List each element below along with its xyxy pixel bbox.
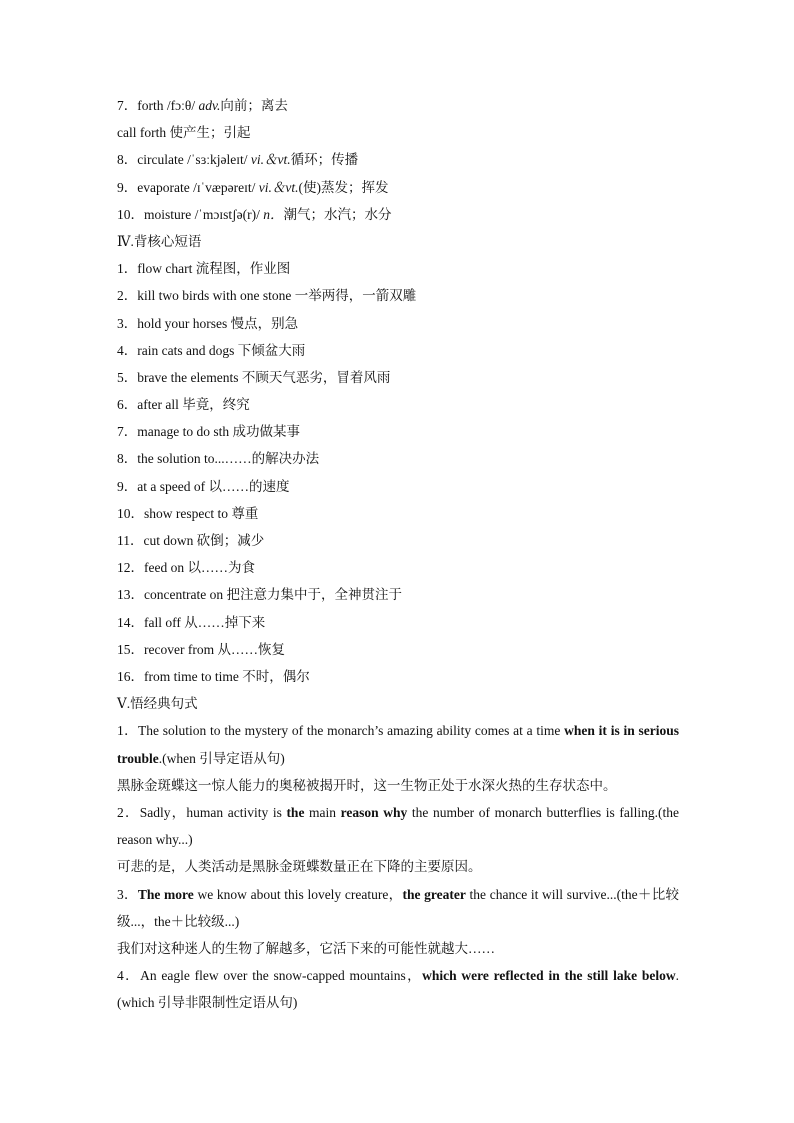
sentence-4-english: 4．An eagle flew over the snow-capped mountains，which were reflected in the still lake below.(which 引导非限制性定语从句) <box>117 968 679 1011</box>
phrase-item: 9．at a speed of 以……的速度 <box>117 478 290 494</box>
phrase-item: 10．show respect to 尊重 <box>117 505 259 521</box>
vocab-item-9: 9．evaporate /ɪˈvæpəreɪt/ vi.＆vt.(使)蒸发；挥发 <box>117 179 389 195</box>
phrase-item: 2．kill two birds with one stone 一举两得，一箭双雕 <box>117 288 417 304</box>
phrase-item: 5．brave the elements 不顾天气恶劣，冒着风雨 <box>117 369 391 385</box>
sentence-3-chinese: 我们对这种迷人的生物了解越多，它活下来的可能性就越大…… <box>117 940 495 956</box>
phrase-item: 6．after all 毕竟，终究 <box>117 397 250 413</box>
sentence-1-chinese: 黑脉金斑蝶这一惊人能力的奥秘被揭开时，这一生物正处于水深火热的生存状态中。 <box>117 777 617 793</box>
phrase-item: 16．from time to time 不时，偶尔 <box>117 668 310 684</box>
sentence-2-chinese: 可悲的是，人类活动是黑脉金斑蝶数量正在下降的主要原因。 <box>117 859 482 875</box>
vocab-item-call-forth: call forth 使产生；引起 <box>117 125 251 141</box>
phrase-item: 8．the solution to...……的解决办法 <box>117 451 320 467</box>
phrase-item: 13．concentrate on 把注意力集中于，全神贯注于 <box>117 587 402 603</box>
vocab-item-8: 8．circulate /ˈsɜːkjəleɪt/ vi.＆vt.循环；传播 <box>117 152 359 168</box>
document-content <box>117 92 679 1017</box>
phrase-item: 1．flow chart 流程图，作业图 <box>117 261 291 277</box>
phrase-item: 3．hold your horses 慢点，别急 <box>117 315 299 331</box>
sentence-3-english: 3．The more we know about this lovely creature，the greater the chance it will survive...(the＋比较级...，the＋比较级...) <box>117 886 680 929</box>
sentence-1-english: 1．The solution to the mystery of the monarch’s amazing ability comes at a time when it is in serious trouble.(when 引导定语从句) <box>117 723 679 766</box>
phrase-item: 4．rain cats and dogs 下倾盆大雨 <box>117 342 306 358</box>
section-title-sentences: Ⅴ.悟经典句式 <box>117 696 198 712</box>
phrase-item: 12．feed on 以……为食 <box>117 560 255 576</box>
vocab-item-7: 7．forth /fɔːθ/ adv.向前；离去 <box>117 98 288 113</box>
phrase-item: 11．cut down 砍倒；减少 <box>117 533 265 548</box>
phrase-item: 7．manage to do sth 成功做某事 <box>117 424 300 440</box>
vocab-item-10: 10．moisture /ˈmɔɪstʃə(r)/ n．潮气；水汽；水分 <box>117 206 392 222</box>
section-title-phrases: Ⅳ.背核心短语 <box>117 233 202 249</box>
phrase-item: 14．fall off 从……掉下来 <box>117 614 266 630</box>
sentence-2-english: 2．Sadly，human activity is the main reason why the number of monarch butterflies is falling.(the reason why...) <box>117 804 679 848</box>
phrase-item: 15．recover from 从……恢复 <box>117 641 285 657</box>
